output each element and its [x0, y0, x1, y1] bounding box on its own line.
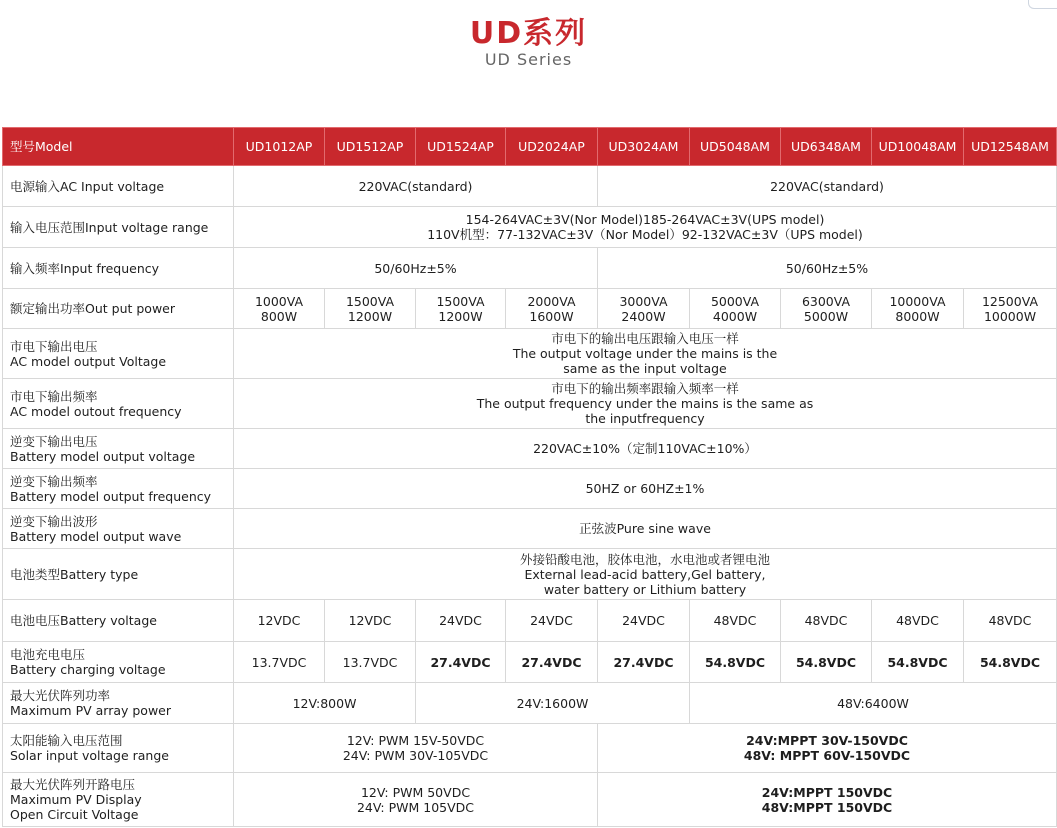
value-cell: 市电下的输出电压跟输入电压一样 The output voltage under the mains is the same as the input voltage	[234, 329, 1057, 379]
value-cell: 48VDC	[872, 600, 964, 642]
value-cell: 13.7VDC	[234, 642, 325, 683]
row-battery-type	[3, 549, 1057, 600]
model-name: UD6348AM	[781, 128, 872, 166]
model-name: UD5048AM	[690, 128, 781, 166]
value-cell: 6300VA 5000W	[781, 289, 872, 329]
value-cell: 48VDC	[690, 600, 781, 642]
value-cell: 54.8VDC	[690, 642, 781, 683]
value-cell: 13.7VDC	[325, 642, 416, 683]
model-name: UD2024AP	[506, 128, 598, 166]
value-cell: 50/60Hz±5%	[598, 248, 1057, 289]
value-cell: 1500VA 1200W	[325, 289, 416, 329]
row-battery-voltage	[3, 600, 1057, 642]
table-header-row	[3, 128, 1057, 166]
value-cell: 12VDC	[234, 600, 325, 642]
value-cell: 54.8VDC	[781, 642, 872, 683]
row-battery-output-voltage	[3, 429, 1057, 469]
value-cell: 48VDC	[964, 600, 1057, 642]
value-cell: 50HZ or 60HZ±1%	[234, 469, 1057, 509]
row-ac-input-voltage	[3, 166, 1057, 207]
value-cell: 24V:MPPT 30V-150VDC 48V: MPPT 60V-150VDC	[598, 724, 1057, 773]
model-name: UD1512AP	[325, 128, 416, 166]
row-ac-output-voltage	[3, 329, 1057, 379]
model-name: UD1012AP	[234, 128, 325, 166]
row-battery-output-frequency	[3, 469, 1057, 509]
value-cell: 正弦波Pure sine wave	[234, 509, 1057, 549]
row-battery-output-wave	[3, 509, 1057, 549]
header-model-label: 型号Model	[3, 128, 234, 166]
model-name: UD3024AM	[598, 128, 690, 166]
value-cell: 27.4VDC	[506, 642, 598, 683]
value-cell: 外接铅酸电池，胶体电池，水电池或者锂电池 External lead-acid battery,Gel battery, water battery or Lithium battery	[234, 549, 1057, 600]
value-cell: 48VDC	[781, 600, 872, 642]
page-subtitle: UD Series	[484, 50, 573, 69]
row-max-pv-open-circuit-voltage	[3, 773, 1057, 827]
value-cell: 27.4VDC	[598, 642, 690, 683]
row-label: 电池电压Battery voltage	[3, 600, 234, 642]
row-output-power	[3, 289, 1057, 329]
value-cell: 12V: PWM 15V-50VDC 24V: PWM 30V-105VDC	[234, 724, 598, 773]
row-max-pv-array-power	[3, 683, 1057, 724]
row-ac-output-frequency	[3, 379, 1057, 429]
row-label: 太阳能输入电压范围 Solar input voltage range	[3, 724, 234, 773]
model-name: UD10048AM	[872, 128, 964, 166]
value-cell: 24VDC	[598, 600, 690, 642]
value-cell: 市电下的输出频率跟输入频率一样 The output frequency under the mains is the same as the inputfrequency	[234, 379, 1057, 429]
row-input-frequency	[3, 248, 1057, 289]
value-cell: 54.8VDC	[964, 642, 1057, 683]
page-title: UD系列	[469, 16, 588, 51]
row-label: 市电下输出电压 AC model output Voltage	[3, 329, 234, 379]
row-label: 电池类型Battery type	[3, 549, 234, 600]
value-cell: 27.4VDC	[416, 642, 506, 683]
row-label: 逆变下输出波形 Battery model output wave	[3, 509, 234, 549]
value-cell: 54.8VDC	[872, 642, 964, 683]
value-cell: 12VDC	[325, 600, 416, 642]
row-solar-input-voltage-range	[3, 724, 1057, 773]
value-cell: 154-264VAC±3V(Nor Model)185-264VAC±3V(UPS model) 110V机型：77-132VAC±3V（Nor Model）92-132VAC±3V（UPS model)	[234, 207, 1057, 248]
value-cell: 220VAC±10%（定制110VAC±10%）	[234, 429, 1057, 469]
row-label: 额定输出功率Out put power	[3, 289, 234, 329]
value-cell: 10000VA 8000W	[872, 289, 964, 329]
value-cell: 2000VA 1600W	[506, 289, 598, 329]
value-cell: 1000VA 800W	[234, 289, 325, 329]
value-cell: 1500VA 1200W	[416, 289, 506, 329]
value-cell: 24VDC	[506, 600, 598, 642]
value-cell: 220VAC(standard)	[234, 166, 598, 207]
value-cell: 48V:6400W	[690, 683, 1057, 724]
model-name: UD1524AP	[416, 128, 506, 166]
row-label: 逆变下输出频率 Battery model output frequency	[3, 469, 234, 509]
value-cell: 12V: PWM 50VDC 24V: PWM 105VDC	[234, 773, 598, 827]
row-label: 输入频率Input frequency	[3, 248, 234, 289]
row-label: 市电下输出频率 AC model outout frequency	[3, 379, 234, 429]
value-cell: 24V:1600W	[416, 683, 690, 724]
row-battery-charging-voltage	[3, 642, 1057, 683]
row-input-voltage-range	[3, 207, 1057, 248]
value-cell: 24V:MPPT 150VDC 48V:MPPT 150VDC	[598, 773, 1057, 827]
row-label: 最大光伏阵列开路电压 Maximum PV Display Open Circuit Voltage	[3, 773, 234, 827]
model-name: UD12548AM	[964, 128, 1057, 166]
row-label: 最大光伏阵列功率 Maximum PV array power	[3, 683, 234, 724]
row-label: 电源输入AC Input voltage	[3, 166, 234, 207]
value-cell: 3000VA 2400W	[598, 289, 690, 329]
row-label: 输入电压范围Input voltage range	[3, 207, 234, 248]
value-cell: 12V:800W	[234, 683, 416, 724]
value-cell: 5000VA 4000W	[690, 289, 781, 329]
value-cell: 24VDC	[416, 600, 506, 642]
value-cell: 220VAC(standard)	[598, 166, 1057, 207]
value-cell: 50/60Hz±5%	[234, 248, 598, 289]
row-label: 电池充电电压 Battery charging voltage	[3, 642, 234, 683]
row-label: 逆变下输出电压 Battery model output voltage	[3, 429, 234, 469]
value-cell: 12500VA 10000W	[964, 289, 1057, 329]
spec-table	[2, 127, 1057, 827]
